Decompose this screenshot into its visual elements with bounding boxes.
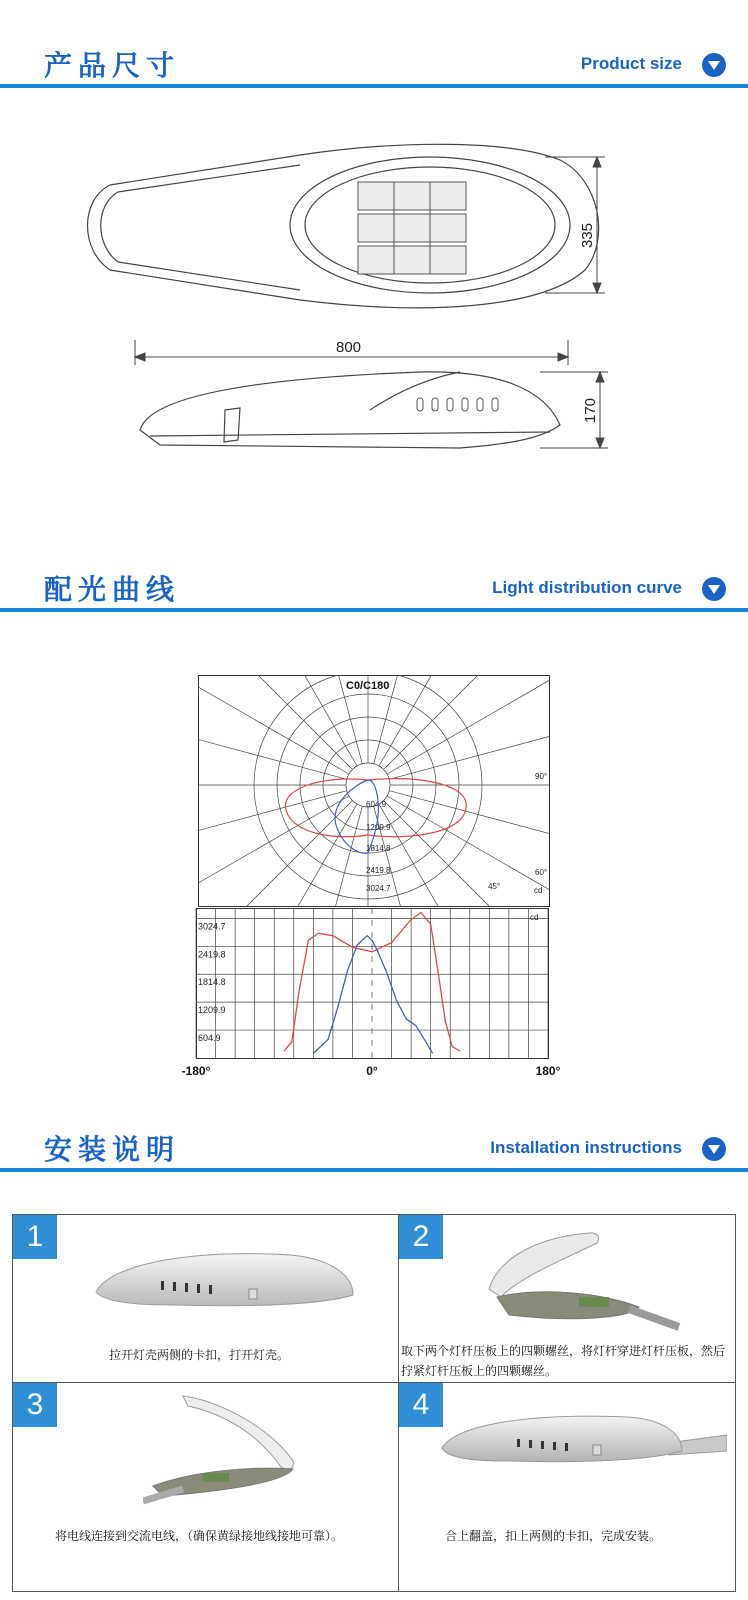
cartesian-y-tick-label: 3024.7 [198,921,226,932]
cartesian-unit-label: cd [530,913,539,922]
step-number-badge: 2 [399,1215,443,1259]
polar-angle-label-45: 45° [488,882,501,891]
dimension-335 [545,157,605,293]
install-step-2 [399,1215,735,1382]
cartesian-y-tick-label: 1814.8 [198,977,226,988]
cartesian-y-tick-label: 1209.9 [198,1005,226,1016]
cartesian-y-tick-label: 2419.8 [198,949,226,960]
section-header-light-distribution [0,568,748,612]
polar-chart-title: C0/C180 [346,680,390,692]
polar-unit-label: cd [534,886,543,895]
dimension-length-label: 800 [336,339,362,356]
polar-ring-label: 604.9 [366,800,387,809]
cartesian-y-tick-label: 604.9 [198,1033,221,1044]
dimension-drawing [0,140,748,510]
section-header-product-size [0,44,748,88]
polar-angle-label-90: 90° [535,772,548,781]
step-caption: 取下两个灯杆压板上的四颗螺丝，将灯杆穿进灯杆压板，然后拧紧灯杆压板上的四颗螺丝。 [401,1344,726,1378]
section-divider [0,1168,748,1172]
lamp-open-illustration [479,1227,699,1337]
polar-distribution-chart [198,675,550,907]
section-title-cn: 安装说明 [44,1133,181,1166]
chevron-down-icon [702,1137,726,1161]
step-number-badge: 3 [13,1383,57,1427]
lamp-wiring-illustration [143,1391,313,1511]
step-caption: 拉开灯壳两侧的卡扣，打开灯壳。 [109,1348,290,1362]
step-caption: 将电线连接到交流电线，（确保黄绿接地线接地可靠）。 [55,1529,344,1543]
step-caption: 合上翻盖，扣上两侧的卡扣，完成安装。 [445,1529,662,1543]
installation-steps-grid [12,1214,736,1592]
cartesian-x-tick-label: 180° [535,1064,561,1078]
polar-ring-label: 1209.9 [366,823,391,832]
lamp-closed-illustration [91,1237,361,1327]
chevron-down-icon [702,577,726,601]
lamp-installed-illustration [437,1403,727,1483]
step-number-badge: 4 [399,1383,443,1427]
section-title-en: Installation instructions [490,1138,682,1157]
install-step-3 [13,1383,398,1591]
section-divider [0,84,748,88]
polar-ring-label: 2419.8 [366,866,391,875]
polar-ring-label: 3024.7 [366,884,391,893]
dimension-height-label: 170 [582,397,599,423]
cartesian-x-tick-label: 0° [366,1064,378,1078]
section-title-cn: 产品尺寸 [44,49,181,82]
cartesian-x-tick-label: -180° [181,1064,211,1078]
step-number-badge: 1 [13,1215,57,1259]
side-vent-slots [417,398,498,411]
led-modules [358,182,466,274]
section-title-en: Light distribution curve [492,578,682,597]
polar-angle-label-60: 60° [535,868,548,877]
install-step-4 [399,1383,735,1591]
section-title-cn: 配光曲线 [44,573,181,606]
cartesian-distribution-chart [178,905,568,1085]
lamp-top-view [88,144,599,307]
dimension-width-label: 335 [579,222,596,248]
section-divider [0,608,748,612]
section-title-en: Product size [580,54,682,73]
polar-ring-label: 1814.8 [366,844,391,853]
section-header-installation [0,1128,748,1172]
install-step-1 [13,1215,398,1382]
chevron-down-icon [702,53,726,77]
